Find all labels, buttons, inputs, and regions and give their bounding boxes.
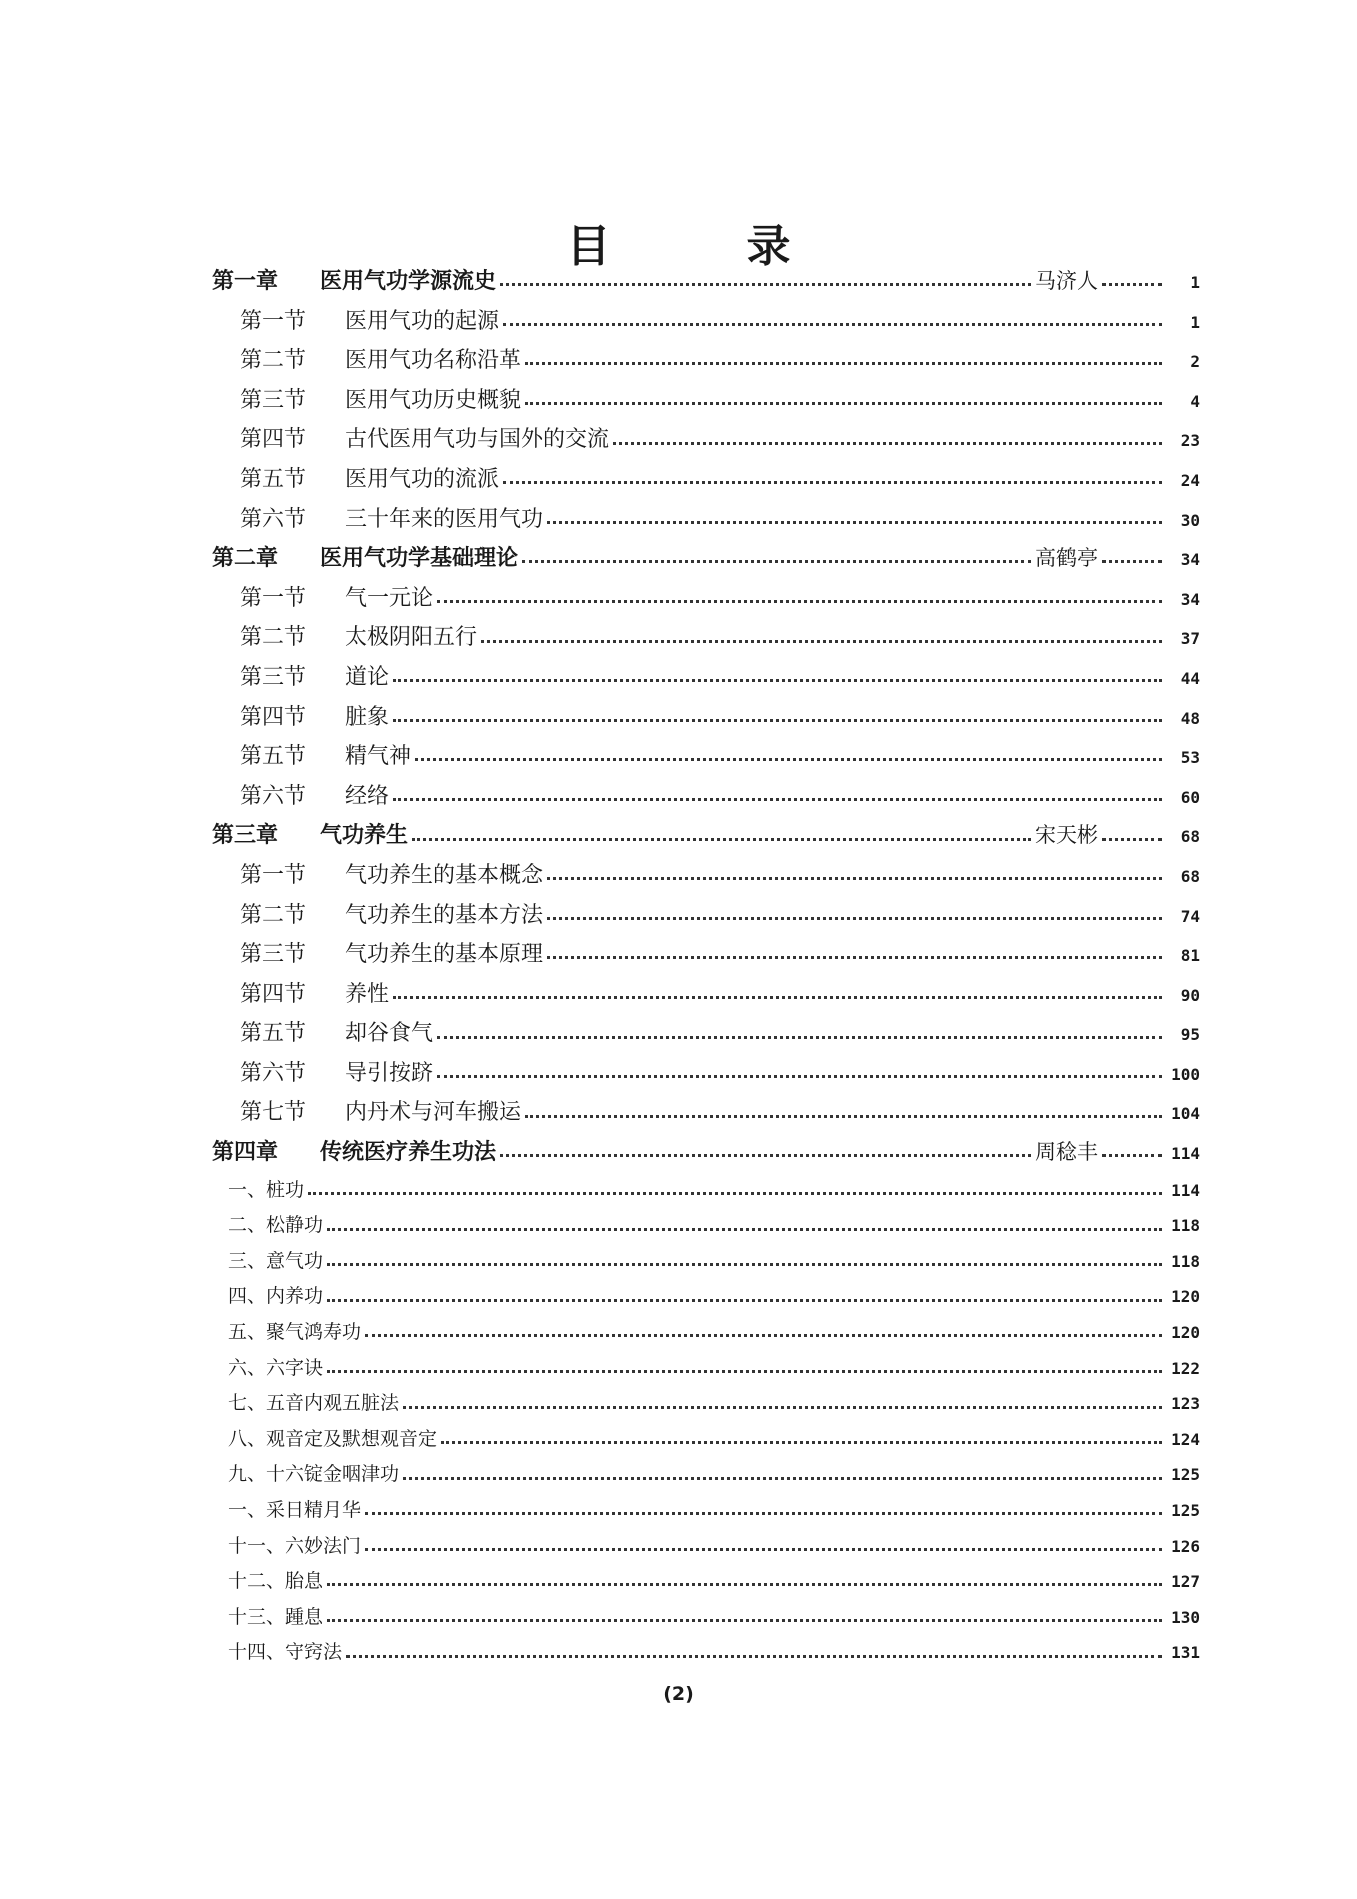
leader-dots <box>1102 838 1162 841</box>
leader-dots <box>393 679 1162 682</box>
toc-entry-label: 第二节 <box>240 625 307 651</box>
toc-entry-author: 周稔丰 <box>1035 1140 1098 1165</box>
toc-entry-page: 34 <box>1180 550 1200 570</box>
toc-section-row[interactable] <box>212 579 1200 619</box>
toc-section-row[interactable] <box>212 381 1200 421</box>
toc-chapter-row[interactable] <box>212 539 1200 579</box>
toc-entry-page: 124 <box>1171 1429 1200 1449</box>
toc-entry-title: 七、五音内观五脏法 <box>228 1392 400 1415</box>
toc-entry-label: 第四节 <box>240 427 307 453</box>
toc-entry-page: 125 <box>1171 1465 1200 1485</box>
toc-entry-label: 第四节 <box>240 981 307 1007</box>
toc-entry-page: 126 <box>1171 1536 1200 1556</box>
toc-entry-page: 37 <box>1180 629 1200 649</box>
leader-dots <box>1102 1154 1162 1157</box>
toc-entry-page: 1 <box>1190 312 1200 332</box>
toc-entry-page: 68 <box>1180 866 1200 886</box>
leader-dots <box>365 1334 1162 1337</box>
toc-item-row[interactable] <box>212 1564 1200 1600</box>
leader-dots <box>327 1299 1162 1302</box>
toc-section-row[interactable] <box>212 460 1200 500</box>
toc-entry-page: 114 <box>1171 1144 1200 1164</box>
toc-entry-page: 34 <box>1180 589 1200 609</box>
toc-entry-title: 三、意气功 <box>228 1249 324 1272</box>
toc-entry-title: 十三、踵息 <box>228 1605 324 1628</box>
toc-chapter-row[interactable] <box>212 1133 1200 1173</box>
toc-entry-title: 十二、胎息 <box>228 1570 324 1593</box>
toc-entry-title: 医用气功的起源 <box>345 308 500 334</box>
leader-dots <box>308 1192 1162 1195</box>
toc-entry-title: 六、六字诀 <box>228 1356 324 1379</box>
toc-entry-title: 经络 <box>345 783 390 809</box>
leader-dots <box>403 1406 1162 1409</box>
toc-entry-label: 第三章 <box>212 823 279 849</box>
toc-entry-page: 95 <box>1180 1025 1200 1045</box>
toc-entry-page: 114 <box>1171 1180 1200 1200</box>
toc-entry-page: 4 <box>1190 391 1200 411</box>
toc-entry-title: 养性 <box>345 981 390 1007</box>
toc-item-row[interactable] <box>212 1457 1200 1493</box>
leader-dots <box>547 917 1162 920</box>
toc-entry-page: 120 <box>1171 1287 1200 1307</box>
toc-entry-label: 第三节 <box>240 387 307 413</box>
leader-dots <box>547 877 1162 880</box>
toc-entry-label: 第五节 <box>240 744 307 770</box>
leader-dots <box>327 1619 1162 1622</box>
toc-entry-title: 三十年来的医用气功 <box>345 506 544 532</box>
toc-entry-page: 125 <box>1171 1501 1200 1520</box>
toc-entry-title: 却谷食气 <box>345 1021 434 1047</box>
toc-entry-title: 一、采日精月华 <box>228 1499 362 1521</box>
toc-item-row[interactable] <box>212 1351 1200 1387</box>
toc-entry-title: 九、十六锭金咽津功 <box>228 1463 400 1486</box>
toc-entry-page: 131 <box>1171 1643 1200 1663</box>
toc-entry-title: 二、松静功 <box>228 1214 324 1237</box>
toc-entry-page: 130 <box>1171 1607 1200 1627</box>
toc-section-row[interactable] <box>212 1093 1200 1133</box>
toc-item-row[interactable] <box>212 1386 1200 1422</box>
leader-dots <box>393 798 1162 801</box>
toc-entry-label: 第六节 <box>240 1060 307 1086</box>
toc-section-row[interactable] <box>212 618 1200 658</box>
toc-item-row[interactable] <box>212 1279 1200 1315</box>
toc-section-row[interactable] <box>212 420 1200 460</box>
toc-entry-page: 30 <box>1180 510 1200 530</box>
toc-entry-title: 十一、六妙法门 <box>228 1534 362 1557</box>
toc-section-row[interactable] <box>212 500 1200 540</box>
toc-section-row[interactable] <box>212 935 1200 975</box>
leader-dots <box>1102 560 1162 563</box>
leader-dots <box>393 719 1162 722</box>
toc-section-row[interactable] <box>212 856 1200 896</box>
leader-dots <box>412 838 1031 841</box>
leader-dots <box>403 1477 1162 1480</box>
page-title: 目 录 <box>566 221 837 272</box>
toc-entry-page: 68 <box>1180 827 1200 847</box>
toc-entry-page: 74 <box>1180 906 1200 926</box>
toc-section-row[interactable] <box>212 777 1200 817</box>
toc-entry-title: 古代医用气功与国外的交流 <box>345 427 610 453</box>
leader-dots <box>415 758 1162 761</box>
toc-entry-title: 传统医疗养生功法 <box>320 1140 497 1166</box>
toc-entry-title: 太极阴阳五行 <box>345 625 478 651</box>
toc-entry-page: 127 <box>1171 1572 1200 1592</box>
toc-section-row[interactable] <box>212 1014 1200 1054</box>
toc-entry-author: 宋天彬 <box>1035 823 1098 848</box>
leader-dots <box>547 956 1162 959</box>
toc-entry-label: 第七节 <box>240 1100 307 1126</box>
toc-entry-page: 1 <box>1190 273 1200 292</box>
toc-section-row[interactable] <box>212 896 1200 936</box>
toc-entry-page: 118 <box>1171 1216 1200 1236</box>
toc-section-row[interactable] <box>212 975 1200 1015</box>
toc-entry-title: 一、桩功 <box>228 1178 305 1201</box>
leader-dots <box>1102 283 1162 286</box>
leader-dots <box>522 560 1031 563</box>
leader-dots <box>613 442 1162 445</box>
leader-dots <box>525 402 1162 405</box>
toc-item-row[interactable] <box>212 1600 1200 1636</box>
toc-entry-page: 120 <box>1171 1323 1200 1343</box>
toc-entry-title: 道论 <box>345 664 390 690</box>
toc-section-row[interactable] <box>212 302 1200 342</box>
toc-entry-title: 气功养生 <box>320 823 409 849</box>
toc-entry-label: 第三节 <box>240 664 307 690</box>
toc-entry-label: 第六节 <box>240 506 307 532</box>
toc-section-row[interactable] <box>212 737 1200 777</box>
toc-entry-page: 24 <box>1180 470 1200 490</box>
toc-entry-title: 八、观音定及默想观音定 <box>228 1427 438 1450</box>
leader-dots <box>327 1583 1162 1586</box>
toc-section-row[interactable] <box>212 341 1200 381</box>
toc-entry-page: 122 <box>1171 1358 1200 1378</box>
toc-item-row[interactable] <box>212 1208 1200 1244</box>
toc-section-row[interactable] <box>212 698 1200 738</box>
toc-entry-title: 五、聚气鸿寿功 <box>228 1321 362 1344</box>
leader-dots <box>500 283 1031 286</box>
leader-dots <box>525 1115 1162 1118</box>
toc-item-row[interactable] <box>212 1529 1200 1565</box>
toc-entry-label: 第二节 <box>240 902 307 928</box>
leader-dots <box>365 1512 1162 1515</box>
toc-item-row[interactable] <box>212 1315 1200 1351</box>
toc-entry-title: 气功养生的基本概念 <box>345 862 544 888</box>
toc-entry-title: 十四、守窍法 <box>228 1641 343 1664</box>
leader-dots <box>441 1441 1162 1444</box>
leader-dots <box>327 1228 1162 1231</box>
toc-entry-title: 医用气功历史概貌 <box>345 387 522 413</box>
toc-entry-page: 81 <box>1180 946 1200 966</box>
leader-dots <box>327 1263 1162 1266</box>
leader-dots <box>503 323 1162 326</box>
table-of-contents <box>212 262 1200 1671</box>
toc-section-row[interactable] <box>212 1054 1200 1094</box>
toc-entry-page: 48 <box>1180 708 1200 728</box>
leader-dots <box>365 1548 1162 1551</box>
toc-entry-title: 医用气功的流派 <box>345 466 500 492</box>
toc-entry-title: 医用气功名称沿革 <box>345 348 522 374</box>
toc-entry-label: 第一章 <box>212 269 279 294</box>
toc-entry-title: 医用气功学源流史 <box>320 269 497 294</box>
toc-item-row[interactable] <box>212 1493 1200 1529</box>
toc-item-row[interactable] <box>212 1422 1200 1458</box>
leader-dots <box>481 640 1162 643</box>
toc-entry-label: 第二节 <box>240 348 307 374</box>
toc-entry-title: 导引按跻 <box>345 1060 434 1086</box>
toc-entry-title: 气一元论 <box>345 585 434 611</box>
toc-entry-title: 四、内养功 <box>228 1285 324 1308</box>
toc-entry-page: 2 <box>1190 352 1200 372</box>
toc-entry-page: 123 <box>1171 1394 1200 1414</box>
toc-entry-page: 100 <box>1171 1064 1200 1084</box>
toc-entry-author: 马济人 <box>1035 269 1098 293</box>
leader-dots <box>346 1655 1162 1658</box>
page-number: (2) <box>663 1683 694 1705</box>
toc-entry-page: 104 <box>1171 1104 1200 1124</box>
leader-dots <box>393 996 1162 999</box>
toc-entry-label: 第四节 <box>240 704 307 730</box>
toc-item-row[interactable] <box>212 1173 1200 1209</box>
toc-item-row[interactable] <box>212 1635 1200 1671</box>
toc-chapter-row[interactable] <box>212 816 1200 856</box>
toc-item-row[interactable] <box>212 1244 1200 1280</box>
toc-entry-label: 第五节 <box>240 1021 307 1047</box>
toc-entry-page: 90 <box>1180 985 1200 1005</box>
leader-dots <box>437 600 1162 603</box>
toc-entry-title: 气功养生的基本原理 <box>345 942 544 968</box>
toc-entry-label: 第三节 <box>240 942 307 968</box>
leader-dots <box>500 1154 1031 1157</box>
toc-chapter-row[interactable] <box>212 262 1200 302</box>
toc-entry-label: 第一节 <box>240 308 307 334</box>
leader-dots <box>437 1075 1162 1078</box>
toc-entry-page: 60 <box>1180 787 1200 807</box>
toc-entry-title: 医用气功学基础理论 <box>320 546 519 572</box>
toc-entry-page: 53 <box>1180 748 1200 768</box>
leader-dots <box>327 1370 1162 1373</box>
leader-dots <box>525 362 1162 365</box>
toc-entry-label: 第一节 <box>240 585 307 611</box>
toc-entry-title: 脏象 <box>345 704 390 730</box>
toc-entry-label: 第六节 <box>240 783 307 809</box>
toc-entry-page: 23 <box>1180 431 1200 451</box>
toc-section-row[interactable] <box>212 658 1200 698</box>
toc-entry-label: 第二章 <box>212 546 279 572</box>
toc-entry-label: 第四章 <box>212 1140 279 1166</box>
leader-dots <box>503 481 1162 484</box>
toc-entry-title: 精气神 <box>345 744 412 770</box>
toc-entry-title: 气功养生的基本方法 <box>345 902 544 928</box>
leader-dots <box>547 521 1162 524</box>
toc-entry-page: 44 <box>1180 668 1200 688</box>
leader-dots <box>437 1036 1162 1039</box>
toc-entry-page: 118 <box>1171 1251 1200 1271</box>
toc-entry-author: 高鹤亭 <box>1035 546 1098 571</box>
toc-entry-label: 第一节 <box>240 862 307 888</box>
toc-entry-label: 第五节 <box>240 466 307 492</box>
toc-entry-title: 内丹术与河车搬运 <box>345 1100 522 1126</box>
